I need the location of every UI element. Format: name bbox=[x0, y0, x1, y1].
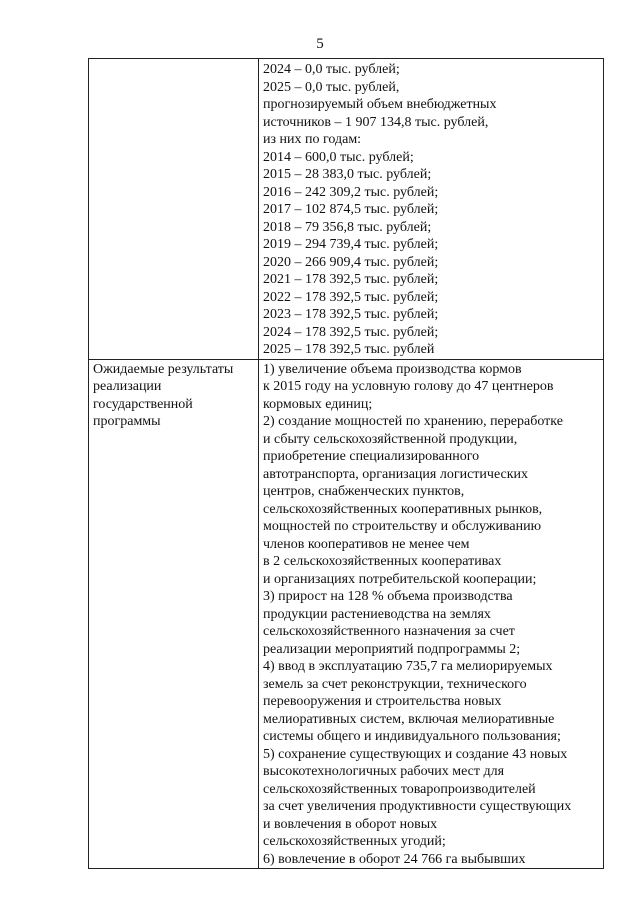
row-value-cell bbox=[259, 59, 604, 360]
value-line: сельскохозяйственного назначения за счет bbox=[263, 624, 515, 639]
value-line: реализации мероприятий подпрограммы 2; bbox=[263, 641, 521, 657]
table-row-expected-results bbox=[89, 359, 604, 869]
value-line: продукции растениеводства на землях bbox=[263, 606, 491, 622]
value-line: 2) создание мощностей по хранению, переработке bbox=[263, 414, 563, 429]
value-line: высокотехнологичных рабочих мест для bbox=[263, 764, 505, 779]
value-line: 1) увеличение объема производства кормов bbox=[263, 361, 522, 377]
value-line: 2015 – 28 383,0 тыс. рублей; bbox=[263, 167, 432, 182]
value-line: земель за счет реконструкции, технического bbox=[263, 676, 527, 692]
value-line: прогнозируемый объем внебюджетных bbox=[263, 97, 497, 112]
value-line: 2025 – 178 392,5 тыс. рублей bbox=[263, 342, 435, 357]
label-line: реализации bbox=[93, 379, 162, 394]
value-line: и вовлечения в оборот новых bbox=[263, 816, 438, 832]
value-line: и организациях потребительской кооперации; bbox=[263, 571, 537, 587]
page-number: 5 bbox=[316, 36, 324, 52]
value-line: 2020 – 266 909,4 тыс. рублей; bbox=[263, 254, 439, 270]
value-line: сельскохозяйственных кооперативных рынков, bbox=[263, 501, 543, 517]
value-line: из них по годам: bbox=[263, 132, 362, 147]
value-line: мелиоративных систем, включая мелиоративные bbox=[263, 711, 555, 727]
value-line: в 2 сельскохозяйственных кооперативах bbox=[263, 554, 502, 569]
value-line: перевооружения и строительства новых bbox=[263, 694, 502, 709]
value-line: 2017 – 102 874,5 тыс. рублей; bbox=[263, 202, 439, 217]
value-line: 2018 – 79 356,8 тыс. рублей; bbox=[263, 219, 432, 235]
value-line: 4) ввод в эксплуатацию 735,7 га мелиорируемых bbox=[263, 659, 553, 674]
value-line: 2016 – 242 309,2 тыс. рублей; bbox=[263, 184, 439, 200]
table-row-funding bbox=[89, 59, 604, 360]
value-line: системы общего и индивидуального пользования; bbox=[263, 729, 561, 744]
value-line: 2023 – 178 392,5 тыс. рублей; bbox=[263, 307, 439, 322]
row-label-cell bbox=[89, 359, 259, 869]
value-line: автотранспорта, организация логистических bbox=[263, 466, 529, 482]
value-line: за счет увеличения продуктивности существующих bbox=[263, 799, 572, 814]
value-line: сельскохозяйственных угодий; bbox=[263, 834, 446, 849]
label-line: Ожидаемые результаты bbox=[93, 361, 234, 377]
value-line: 2024 – 0,0 тыс. рублей; bbox=[263, 62, 400, 77]
value-line: членов кооперативов не менее чем bbox=[263, 536, 470, 552]
value-line: к 2015 году на условную голову до 47 центнеров bbox=[263, 379, 554, 394]
value-line: мощностей по строительству и обслуживанию bbox=[263, 519, 542, 534]
label-line: государственной bbox=[93, 396, 193, 412]
value-line: и сбыту сельскохозяйственной продукции, bbox=[263, 431, 518, 447]
value-line: 3) прирост на 128 % объема производства bbox=[263, 589, 513, 604]
row-label-cell bbox=[89, 59, 259, 360]
value-line: 2014 – 600,0 тыс. рублей; bbox=[263, 149, 414, 165]
program-passport-table bbox=[88, 58, 604, 869]
value-line: 2022 – 178 392,5 тыс. рублей; bbox=[263, 289, 439, 305]
value-line: кормовых единиц; bbox=[263, 396, 373, 412]
value-line: сельскохозяйственных товаропроизводителей bbox=[263, 781, 536, 797]
value-line: центров, снабженческих пунктов, bbox=[263, 484, 465, 499]
value-line: 2024 – 178 392,5 тыс. рублей; bbox=[263, 324, 439, 340]
row-value-cell bbox=[259, 359, 604, 869]
label-line: программы bbox=[93, 414, 161, 429]
value-line: 6) вовлечение в оборот 24 766 га выбывших bbox=[263, 851, 526, 867]
value-line: 2025 – 0,0 тыс. рублей, bbox=[263, 79, 400, 95]
value-line: источников – 1 907 134,8 тыс. рублей, bbox=[263, 114, 489, 130]
value-line: 2019 – 294 739,4 тыс. рублей; bbox=[263, 237, 439, 252]
value-line: приобретение специализированного bbox=[263, 449, 480, 464]
value-line: 5) сохранение существующих и создание 43 новых bbox=[263, 746, 568, 762]
value-line: 2021 – 178 392,5 тыс. рублей; bbox=[263, 272, 439, 287]
